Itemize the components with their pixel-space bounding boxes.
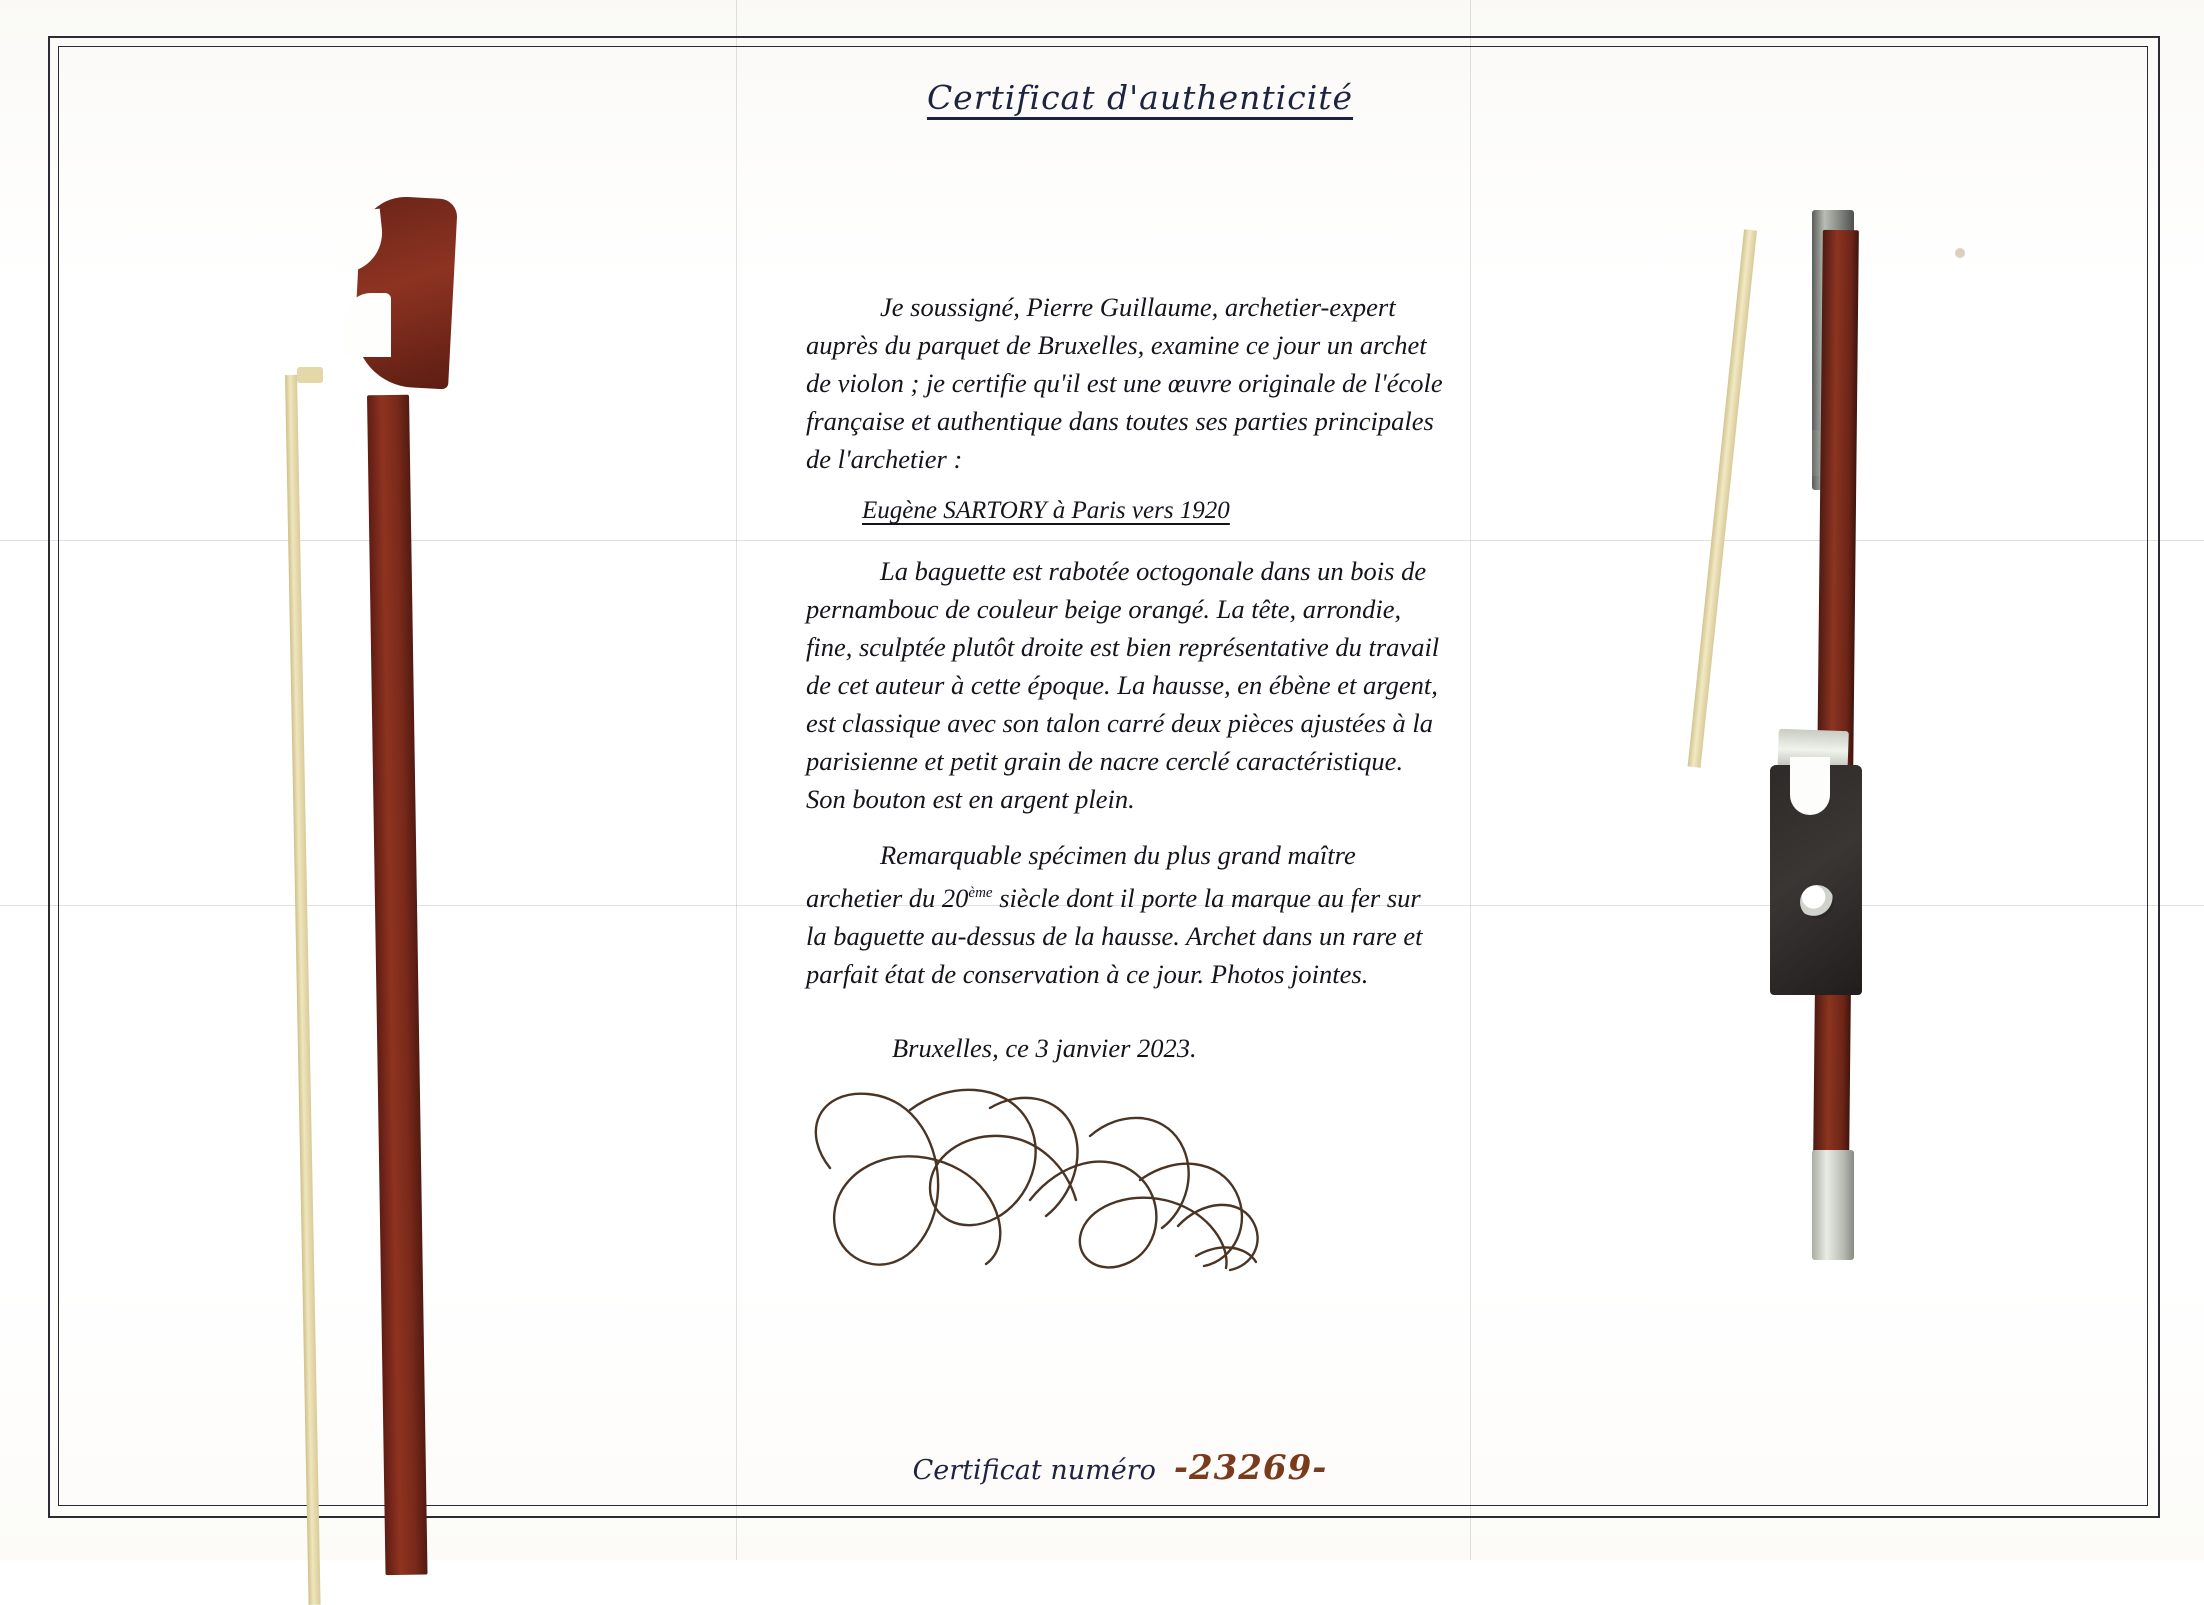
certificate-body — [806, 288, 1446, 1067]
body-paragraph-2: La baguette est rabotée octogonale dans un bois de pernambouc de couleur beige orangé. La tête, arrondie, fine, sculptée plutôt droite est bien représentative du travail de cet auteur à cette époque. La hausse, en ébène et argent, est classique avec son talon carré deux pièces ajustées à la parisienne et petit grain de nacre cerclé caractéristique. Son bouton est en argent plein. — [806, 556, 1440, 814]
bow-hair-tip — [297, 367, 323, 383]
certificate-number-value: -23269- — [1173, 1448, 1328, 1488]
photo-bow-frog — [1660, 230, 1960, 1350]
bow-button — [1812, 1150, 1854, 1260]
bow-hair-ribbon — [1688, 229, 1757, 767]
bow-frog-pearl-eye — [1800, 885, 1834, 919]
certificate-footer — [760, 1448, 1480, 1488]
body-paragraph-1: Je soussigné, Pierre Guillaume, archetier-expert auprès du parquet de Bruxelles, examine ce jour un archet de violon ; je certifie qu'il est une œuvre originale de l'école française et authentique dans toutes ses parties principales de l'archetier : — [806, 292, 1443, 474]
remark-suffix: siècle dont il porte la marque au fer sur la baguette au-dessus de la hausse. Archet dans un rare et parfait état de conservation à ce jour. Photos jointes. — [806, 882, 1423, 989]
certificate-number-label: Certificat numéro — [912, 1455, 1156, 1486]
remark-superscript: ème — [968, 885, 993, 901]
maker-attribution: Eugène SARTORY à Paris vers 1920 — [862, 497, 1230, 524]
page-title: Certificat d'authenticité — [926, 78, 1354, 117]
remark-prefix: Remarquable spécimen du plus grand maître archetier du 20 — [806, 840, 1356, 913]
bow-frog — [1770, 765, 1862, 995]
bow-frog-throat — [1790, 757, 1830, 815]
photo-bow-head — [255, 255, 555, 1355]
bow-head-throat — [345, 293, 391, 357]
bow-head-carving — [327, 197, 467, 427]
body-paragraph-3 — [806, 836, 1446, 993]
place-and-date: Bruxelles, ce 3 janvier 2023. — [892, 1032, 1197, 1063]
